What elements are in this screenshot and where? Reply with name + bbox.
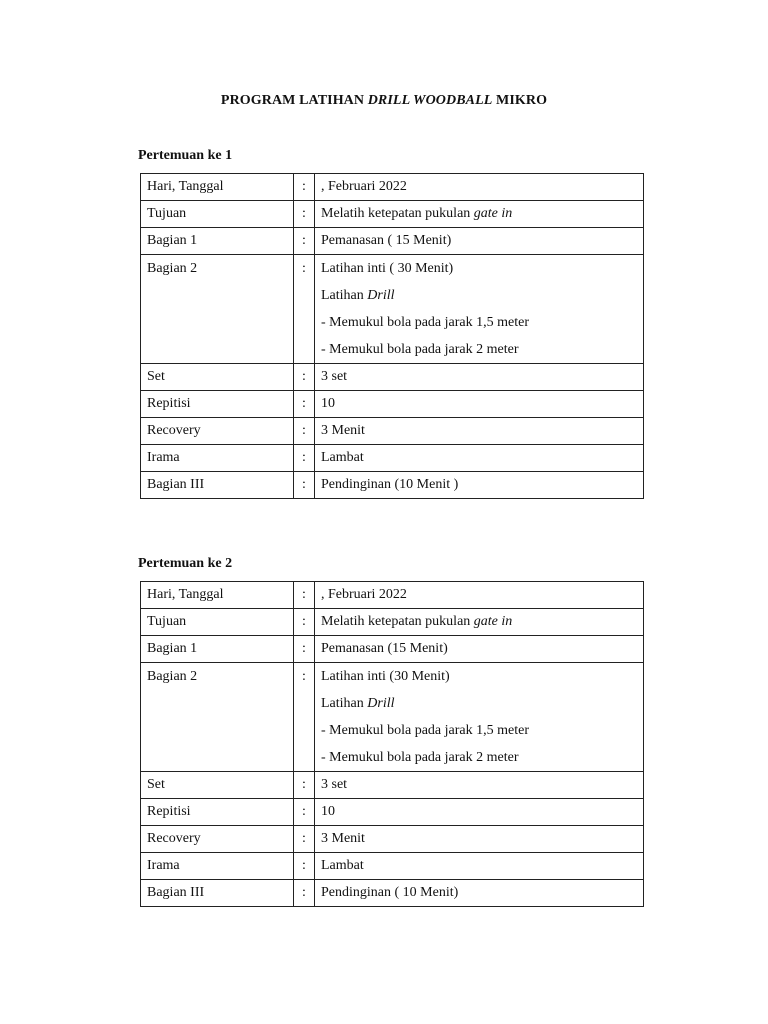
document-title	[0, 93, 768, 109]
goal-text: Melatih ketepatan pukulan	[321, 206, 474, 221]
goal-text: Melatih ketepatan pukulan	[321, 614, 474, 629]
row-colon: :	[294, 826, 315, 853]
row-value	[315, 255, 644, 364]
row-colon: :	[294, 636, 315, 663]
row-colon: :	[294, 772, 315, 799]
row-label: Irama	[141, 445, 294, 472]
goal-italic-text: gate in	[473, 206, 513, 221]
row-label: Hari, Tanggal	[141, 174, 294, 201]
row-value: 3 Menit	[315, 826, 644, 853]
title-part-2: DRILL WOODBALL	[367, 93, 493, 108]
row-value: Pendinginan ( 10 Menit)	[315, 880, 644, 907]
part-2-line-2	[321, 282, 637, 309]
session-2-table	[140, 581, 644, 907]
part-2-line-2-italic: Drill	[367, 288, 395, 303]
table-row-rhythm	[141, 853, 644, 880]
part-2-line-4: - Memukul bola pada jarak 2 meter	[321, 750, 519, 765]
row-label: Irama	[141, 853, 294, 880]
row-label: Bagian 1	[141, 636, 294, 663]
row-value: , Februari 2022	[315, 582, 644, 609]
table-row-part-3	[141, 472, 644, 499]
row-label: Bagian 2	[141, 663, 294, 772]
row-value	[315, 201, 644, 228]
row-label: Repitisi	[141, 391, 294, 418]
row-value: , Februari 2022	[315, 174, 644, 201]
title-part-3: MIKRO	[492, 93, 548, 108]
row-colon: :	[294, 582, 315, 609]
part-2-line-1: Latihan inti (30 Menit)	[321, 669, 450, 684]
table-row-part-2	[141, 255, 644, 364]
row-label: Tujuan	[141, 609, 294, 636]
table-row-part-1	[141, 228, 644, 255]
row-colon: :	[294, 391, 315, 418]
part-2-line-2-prefix: Latihan	[321, 696, 368, 711]
row-label: Bagian III	[141, 472, 294, 499]
table-row-set	[141, 364, 644, 391]
table-row-goal	[141, 201, 644, 228]
row-label: Recovery	[141, 418, 294, 445]
part-2-line-3: - Memukul bola pada jarak 1,5 meter	[321, 723, 529, 738]
row-colon: :	[294, 609, 315, 636]
part-2-line-2-prefix: Latihan	[321, 288, 368, 303]
row-colon: :	[294, 663, 315, 772]
table-row-date	[141, 582, 644, 609]
table-row-goal	[141, 609, 644, 636]
row-colon: :	[294, 799, 315, 826]
row-value: Pendinginan (10 Menit )	[315, 472, 644, 499]
row-value	[315, 609, 644, 636]
row-colon: :	[294, 853, 315, 880]
row-colon: :	[294, 255, 315, 364]
part-2-line-2-italic: Drill	[367, 696, 395, 711]
table-row-part-3	[141, 880, 644, 907]
row-value: Pemanasan ( 15 Menit)	[315, 228, 644, 255]
row-value: Lambat	[315, 445, 644, 472]
goal-italic-text: gate in	[473, 614, 513, 629]
title-part-1: PROGRAM LATIHAN	[220, 93, 368, 108]
table-row-date	[141, 174, 644, 201]
row-value: 3 set	[315, 772, 644, 799]
part-2-line-1: Latihan inti ( 30 Menit)	[321, 261, 454, 276]
part-2-line-4: - Memukul bola pada jarak 2 meter	[321, 342, 519, 357]
row-value: Lambat	[315, 853, 644, 880]
table-row-part-2	[141, 663, 644, 772]
table-row-recovery	[141, 418, 644, 445]
row-label: Recovery	[141, 826, 294, 853]
row-label: Set	[141, 772, 294, 799]
table-row-rhythm	[141, 445, 644, 472]
table-row-part-1	[141, 636, 644, 663]
part-2-line-3: - Memukul bola pada jarak 1,5 meter	[321, 315, 529, 330]
row-value: 10	[315, 391, 644, 418]
session-1-heading: Pertemuan ke 1	[138, 148, 233, 163]
session-2-heading: Pertemuan ke 2	[138, 556, 233, 571]
row-label: Set	[141, 364, 294, 391]
row-colon: :	[294, 201, 315, 228]
row-colon: :	[294, 880, 315, 907]
row-label: Tujuan	[141, 201, 294, 228]
row-colon: :	[294, 445, 315, 472]
table-row-recovery	[141, 826, 644, 853]
row-value: Pemanasan (15 Menit)	[315, 636, 644, 663]
row-label: Bagian III	[141, 880, 294, 907]
row-value: 10	[315, 799, 644, 826]
row-label: Bagian 2	[141, 255, 294, 364]
part-2-line-2	[321, 690, 637, 717]
row-colon: :	[294, 364, 315, 391]
row-colon: :	[294, 472, 315, 499]
row-value	[315, 663, 644, 772]
row-colon: :	[294, 418, 315, 445]
row-value: 3 set	[315, 364, 644, 391]
row-value: 3 Menit	[315, 418, 644, 445]
row-label: Hari, Tanggal	[141, 582, 294, 609]
row-label: Bagian 1	[141, 228, 294, 255]
table-row-repetition	[141, 391, 644, 418]
table-row-repetition	[141, 799, 644, 826]
row-label: Repitisi	[141, 799, 294, 826]
row-colon: :	[294, 228, 315, 255]
session-1-table	[140, 173, 644, 499]
row-colon: :	[294, 174, 315, 201]
table-row-set	[141, 772, 644, 799]
